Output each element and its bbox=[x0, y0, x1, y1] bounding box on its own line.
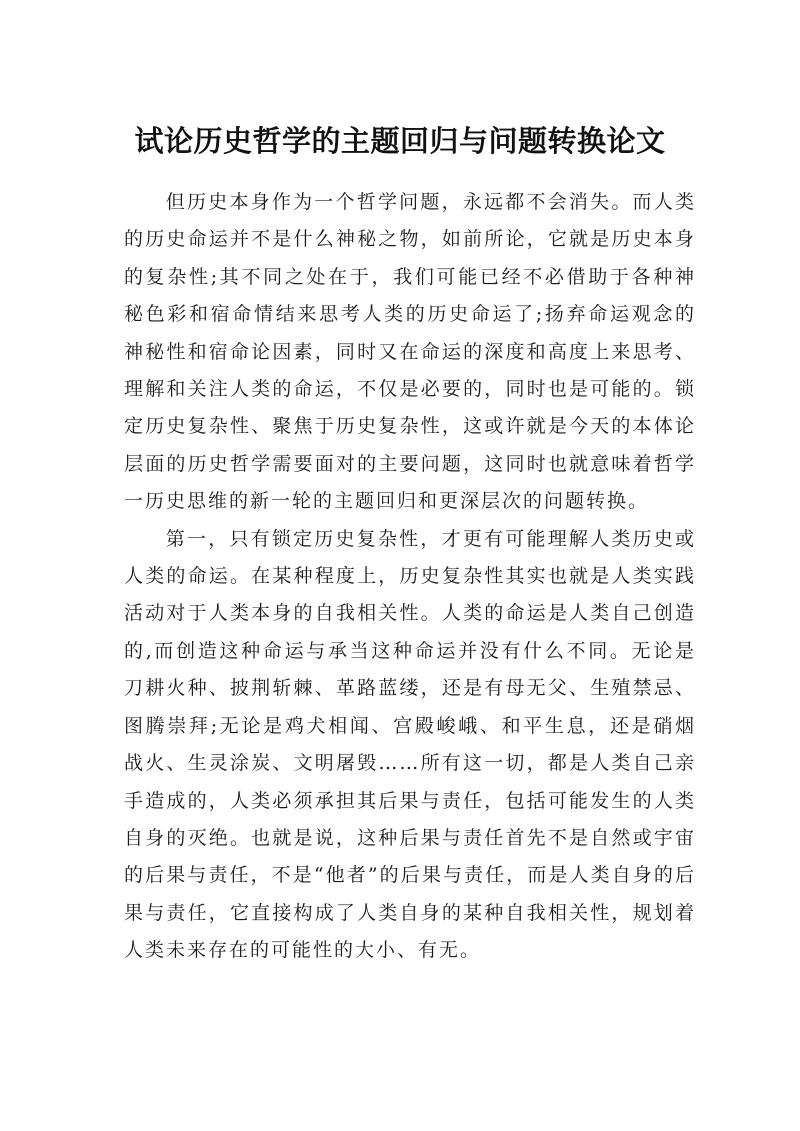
paragraph: 但历史本身作为一个哲学问题，永远都不会消失。而人类的历史命运并不是什么神秘之物，如前所论，它就是历史本身的复杂性;其不同之处在于，我们可能已经不必借助于各种神秘色彩和宿命情结来思考人类的历史命运了;扬弃命运观念的神秘性和宿命论因素，同时又在命运的深度和高度上来思考、理解和关注人类的命运，不仅是必要的，同时也是可能的。锁定历史复杂性、聚焦于历史复杂性，这或许就是今天的本体论层面的历史哲学需要面对的主要问题，这同时也就意味着哲学一历史思维的新一轮的主题回归和更深层次的问题转换。 bbox=[124, 191, 696, 513]
document-body bbox=[124, 184, 696, 970]
document-title: 试论历史哲学的主题回归与问题转换论文 bbox=[134, 124, 666, 159]
paragraph: 第一，只有锁定历史复杂性，才更有可能理解人类历史或人类的命运。在某种程度上，历史复杂性其实也就是人类实践活动对于人类本身的自我相关性。人类的命运是人类自己创造的,而创造这种命运与承当这种命运并没有什么不同。无论是刀耕火种、披荆斩棘、革路蓝缕，还是有母无父、生殖禁忌、图腾崇拜;无论是鸡犬相闻、宫殿峻峨、和平生息，还是硝烟战火、生灵涂炭、文明屠毁……所有这一切，都是人类自己亲手造成的，人类必须承担其后果与责任，包括可能发生的人类自身的灭绝。也就是说，这种后果与责任首先不是自然或宇宙的后果与责任，不是“他者”的后果与责任，而是人类自身的后果与责任，它直接构成了人类自身的某种自我相关性，规划着人类未来存在的可能性的大小、有无。 bbox=[124, 527, 696, 962]
